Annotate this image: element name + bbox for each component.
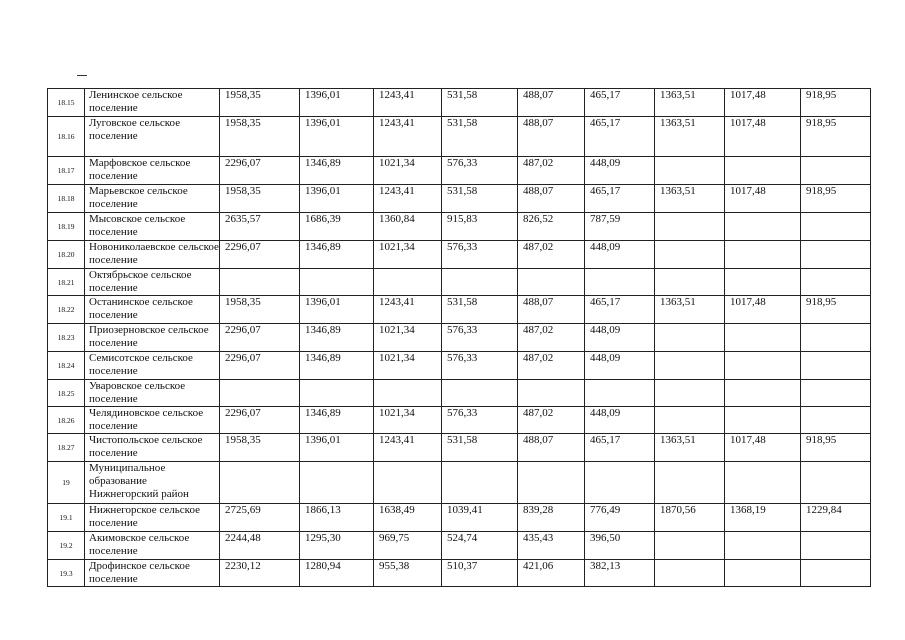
tariff-value: 1017,48 bbox=[725, 185, 801, 213]
table-row bbox=[48, 117, 871, 157]
tariff-value: 1396,01 bbox=[300, 117, 374, 157]
tariff-value: 915,83 bbox=[442, 213, 518, 241]
tariff-value bbox=[725, 352, 801, 380]
table-row bbox=[48, 407, 871, 434]
settlement-name: Октябрьское сельское поселение bbox=[85, 269, 220, 296]
tariff-value: 1346,89 bbox=[300, 324, 374, 352]
tariff-value: 1363,51 bbox=[655, 296, 725, 324]
table-row bbox=[48, 532, 871, 560]
tariff-value bbox=[442, 462, 518, 504]
table-body bbox=[48, 89, 871, 587]
tariff-value: 448,09 bbox=[585, 157, 655, 185]
settlement-name: Марфовское сельское поселение bbox=[85, 157, 220, 185]
tariff-value: 1363,51 bbox=[655, 434, 725, 462]
settlement-name: Челядиновское сельское поселение bbox=[85, 407, 220, 434]
table-row bbox=[48, 324, 871, 352]
settlement-name: Луговское сельское поселение bbox=[85, 117, 220, 157]
tariff-value bbox=[655, 380, 725, 407]
tariff-value: 576,33 bbox=[442, 407, 518, 434]
tariff-value: 510,37 bbox=[442, 560, 518, 587]
tariff-value bbox=[300, 269, 374, 296]
tariff-value: 576,33 bbox=[442, 241, 518, 269]
tariff-value bbox=[518, 269, 585, 296]
table-row bbox=[48, 296, 871, 324]
tariff-value: 487,02 bbox=[518, 241, 585, 269]
row-number: 18.15 bbox=[48, 89, 85, 117]
table-row bbox=[48, 213, 871, 241]
table-row bbox=[48, 241, 871, 269]
tariff-value: 2296,07 bbox=[220, 407, 300, 434]
tariff-value: 1870,56 bbox=[655, 504, 725, 532]
row-number: 18.25 bbox=[48, 380, 85, 407]
tariff-value: 421,06 bbox=[518, 560, 585, 587]
row-number: 18.19 bbox=[48, 213, 85, 241]
tariff-value: 487,02 bbox=[518, 407, 585, 434]
settlement-name: Марьевское сельское поселение bbox=[85, 185, 220, 213]
settlement-name: Останинское сельское поселение bbox=[85, 296, 220, 324]
settlement-name: Чистопольское сельское поселение bbox=[85, 434, 220, 462]
tariff-value: 487,02 bbox=[518, 324, 585, 352]
tariff-value: 1229,84 bbox=[801, 504, 871, 532]
tariff-value: 465,17 bbox=[585, 296, 655, 324]
tariff-value bbox=[801, 407, 871, 434]
tariff-value bbox=[442, 269, 518, 296]
tariff-value: 2296,07 bbox=[220, 352, 300, 380]
tariff-value bbox=[655, 560, 725, 587]
tariff-value: 826,52 bbox=[518, 213, 585, 241]
tariff-value bbox=[801, 269, 871, 296]
tariff-value bbox=[725, 380, 801, 407]
tariff-value: 2296,07 bbox=[220, 157, 300, 185]
tariff-value: 531,58 bbox=[442, 296, 518, 324]
table-row bbox=[48, 157, 871, 185]
tariff-value: 435,43 bbox=[518, 532, 585, 560]
tariff-value bbox=[374, 380, 442, 407]
table-row bbox=[48, 462, 871, 504]
row-number: 19.2 bbox=[48, 532, 85, 560]
tariff-value bbox=[725, 213, 801, 241]
tariff-value: 531,58 bbox=[442, 185, 518, 213]
tariff-value: 487,02 bbox=[518, 157, 585, 185]
tariff-value bbox=[655, 462, 725, 504]
tariff-value bbox=[725, 462, 801, 504]
tariff-value bbox=[725, 157, 801, 185]
settlement-name: Приозерновское сельское поселение bbox=[85, 324, 220, 352]
tariff-value bbox=[655, 269, 725, 296]
tariff-value: 576,33 bbox=[442, 324, 518, 352]
tariff-value: 955,38 bbox=[374, 560, 442, 587]
settlement-name: Ленинское сельское поселение bbox=[85, 89, 220, 117]
tariff-value: 448,09 bbox=[585, 407, 655, 434]
tariff-value bbox=[801, 213, 871, 241]
tariff-value bbox=[801, 462, 871, 504]
tariff-value: 1295,30 bbox=[300, 532, 374, 560]
tariff-value: 776,49 bbox=[585, 504, 655, 532]
tariff-value: 2635,57 bbox=[220, 213, 300, 241]
tariff-value: 465,17 bbox=[585, 185, 655, 213]
tariff-value bbox=[585, 462, 655, 504]
tariff-table bbox=[47, 88, 871, 587]
tariff-value: 1243,41 bbox=[374, 296, 442, 324]
tariff-value: 488,07 bbox=[518, 434, 585, 462]
tariff-value: 1360,84 bbox=[374, 213, 442, 241]
settlement-name: Уваровское сельское поселение bbox=[85, 380, 220, 407]
tariff-value: 1021,34 bbox=[374, 352, 442, 380]
tariff-value: 1363,51 bbox=[655, 117, 725, 157]
tariff-value: 918,95 bbox=[801, 117, 871, 157]
tariff-value: 1363,51 bbox=[655, 89, 725, 117]
tariff-value: 1686,39 bbox=[300, 213, 374, 241]
tariff-value: 918,95 bbox=[801, 89, 871, 117]
tariff-value: 1039,41 bbox=[442, 504, 518, 532]
tariff-value: 1958,35 bbox=[220, 117, 300, 157]
row-number: 19 bbox=[48, 462, 85, 504]
tariff-value bbox=[725, 532, 801, 560]
tariff-value bbox=[801, 352, 871, 380]
tariff-value bbox=[725, 407, 801, 434]
tariff-value: 787,59 bbox=[585, 213, 655, 241]
tariff-value bbox=[220, 269, 300, 296]
settlement-name: Нижнегорское сельское поселение bbox=[85, 504, 220, 532]
tariff-value bbox=[725, 241, 801, 269]
tariff-value bbox=[801, 241, 871, 269]
tariff-value: 382,13 bbox=[585, 560, 655, 587]
tariff-value bbox=[725, 269, 801, 296]
row-number: 18.17 bbox=[48, 157, 85, 185]
tariff-value: 1638,49 bbox=[374, 504, 442, 532]
tariff-value: 2296,07 bbox=[220, 241, 300, 269]
tariff-value: 918,95 bbox=[801, 185, 871, 213]
tariff-value: 1396,01 bbox=[300, 434, 374, 462]
tariff-value: 1363,51 bbox=[655, 185, 725, 213]
settlement-name: Новониколаевское сельское поселение bbox=[85, 241, 220, 269]
table-row bbox=[48, 89, 871, 117]
tariff-value: 396,50 bbox=[585, 532, 655, 560]
tariff-value: 576,33 bbox=[442, 157, 518, 185]
row-number: 18.27 bbox=[48, 434, 85, 462]
tariff-value bbox=[655, 352, 725, 380]
tariff-value: 1017,48 bbox=[725, 296, 801, 324]
tariff-value bbox=[300, 380, 374, 407]
tariff-value: 1243,41 bbox=[374, 434, 442, 462]
tariff-value bbox=[585, 380, 655, 407]
row-number: 18.22 bbox=[48, 296, 85, 324]
tariff-value bbox=[655, 532, 725, 560]
tariff-value bbox=[801, 380, 871, 407]
tariff-value bbox=[655, 407, 725, 434]
tariff-value bbox=[725, 324, 801, 352]
table-row bbox=[48, 504, 871, 532]
tariff-value bbox=[442, 380, 518, 407]
tariff-value: 488,07 bbox=[518, 185, 585, 213]
settlement-name: Акимовское сельское поселение bbox=[85, 532, 220, 560]
tariff-value: 1958,35 bbox=[220, 185, 300, 213]
tariff-value bbox=[655, 213, 725, 241]
settlement-name: Семисотское сельское поселение bbox=[85, 352, 220, 380]
tariff-value bbox=[655, 324, 725, 352]
tariff-value: 1346,89 bbox=[300, 241, 374, 269]
tariff-value: 1866,13 bbox=[300, 504, 374, 532]
tariff-value: 1346,89 bbox=[300, 407, 374, 434]
tariff-value: 2725,69 bbox=[220, 504, 300, 532]
tariff-value: 487,02 bbox=[518, 352, 585, 380]
tariff-value: 465,17 bbox=[585, 117, 655, 157]
tariff-value: 531,58 bbox=[442, 117, 518, 157]
table-row bbox=[48, 380, 871, 407]
tariff-value bbox=[801, 532, 871, 560]
tariff-value: 1243,41 bbox=[374, 185, 442, 213]
tariff-value: 1017,48 bbox=[725, 434, 801, 462]
table-row bbox=[48, 269, 871, 296]
tariff-value bbox=[518, 462, 585, 504]
tariff-value bbox=[801, 324, 871, 352]
tariff-value: 531,58 bbox=[442, 434, 518, 462]
tariff-value: 1243,41 bbox=[374, 89, 442, 117]
settlement-name: Мысовское сельское поселение bbox=[85, 213, 220, 241]
tariff-value bbox=[585, 269, 655, 296]
row-number: 18.18 bbox=[48, 185, 85, 213]
tariff-value: 1368,19 bbox=[725, 504, 801, 532]
tariff-value: 839,28 bbox=[518, 504, 585, 532]
tariff-value: 488,07 bbox=[518, 117, 585, 157]
table-row bbox=[48, 560, 871, 587]
tariff-value: 1346,89 bbox=[300, 352, 374, 380]
tariff-value: 448,09 bbox=[585, 241, 655, 269]
tariff-value: 465,17 bbox=[585, 434, 655, 462]
tariff-value: 1958,35 bbox=[220, 434, 300, 462]
tariff-value bbox=[655, 157, 725, 185]
row-number: 18.20 bbox=[48, 241, 85, 269]
tariff-value: 1396,01 bbox=[300, 89, 374, 117]
row-number: 19.1 bbox=[48, 504, 85, 532]
tariff-value bbox=[300, 462, 374, 504]
tariff-value: 1958,35 bbox=[220, 296, 300, 324]
tariff-value bbox=[655, 241, 725, 269]
tariff-value: 969,75 bbox=[374, 532, 442, 560]
tariff-value bbox=[220, 380, 300, 407]
tariff-value bbox=[725, 560, 801, 587]
tariff-value: 2296,07 bbox=[220, 324, 300, 352]
tariff-value: 448,09 bbox=[585, 352, 655, 380]
settlement-name: Дрофинское сельское поселение bbox=[85, 560, 220, 587]
tariff-value: 1958,35 bbox=[220, 89, 300, 117]
tariff-value bbox=[220, 462, 300, 504]
row-number: 18.26 bbox=[48, 407, 85, 434]
tariff-value: 918,95 bbox=[801, 296, 871, 324]
tariff-value: 2230,12 bbox=[220, 560, 300, 587]
tariff-value: 576,33 bbox=[442, 352, 518, 380]
tariff-value: 2244,48 bbox=[220, 532, 300, 560]
row-number: 19.3 bbox=[48, 560, 85, 587]
tariff-value: 918,95 bbox=[801, 434, 871, 462]
page-mark bbox=[77, 75, 87, 76]
tariff-value: 1017,48 bbox=[725, 117, 801, 157]
tariff-value: 488,07 bbox=[518, 89, 585, 117]
tariff-value: 524,74 bbox=[442, 532, 518, 560]
tariff-value: 1021,34 bbox=[374, 241, 442, 269]
tariff-value bbox=[374, 269, 442, 296]
tariff-value: 1396,01 bbox=[300, 296, 374, 324]
tariff-value bbox=[801, 560, 871, 587]
table-row bbox=[48, 434, 871, 462]
table-row bbox=[48, 352, 871, 380]
tariff-value: 1021,34 bbox=[374, 407, 442, 434]
tariff-value: 1021,34 bbox=[374, 157, 442, 185]
tariff-value: 448,09 bbox=[585, 324, 655, 352]
tariff-value: 1017,48 bbox=[725, 89, 801, 117]
tariff-value: 1346,89 bbox=[300, 157, 374, 185]
row-number: 18.16 bbox=[48, 117, 85, 157]
tariff-value: 1396,01 bbox=[300, 185, 374, 213]
tariff-value: 1280,94 bbox=[300, 560, 374, 587]
settlement-name: Муниципальное образование Нижнегорский район bbox=[85, 462, 220, 504]
tariff-value: 465,17 bbox=[585, 89, 655, 117]
row-number: 18.23 bbox=[48, 324, 85, 352]
tariff-value: 1021,34 bbox=[374, 324, 442, 352]
tariff-value: 488,07 bbox=[518, 296, 585, 324]
tariff-value bbox=[374, 462, 442, 504]
row-number: 18.21 bbox=[48, 269, 85, 296]
tariff-value: 1243,41 bbox=[374, 117, 442, 157]
table-row bbox=[48, 185, 871, 213]
row-number: 18.24 bbox=[48, 352, 85, 380]
tariff-value bbox=[801, 157, 871, 185]
tariff-value: 531,58 bbox=[442, 89, 518, 117]
tariff-value bbox=[518, 380, 585, 407]
